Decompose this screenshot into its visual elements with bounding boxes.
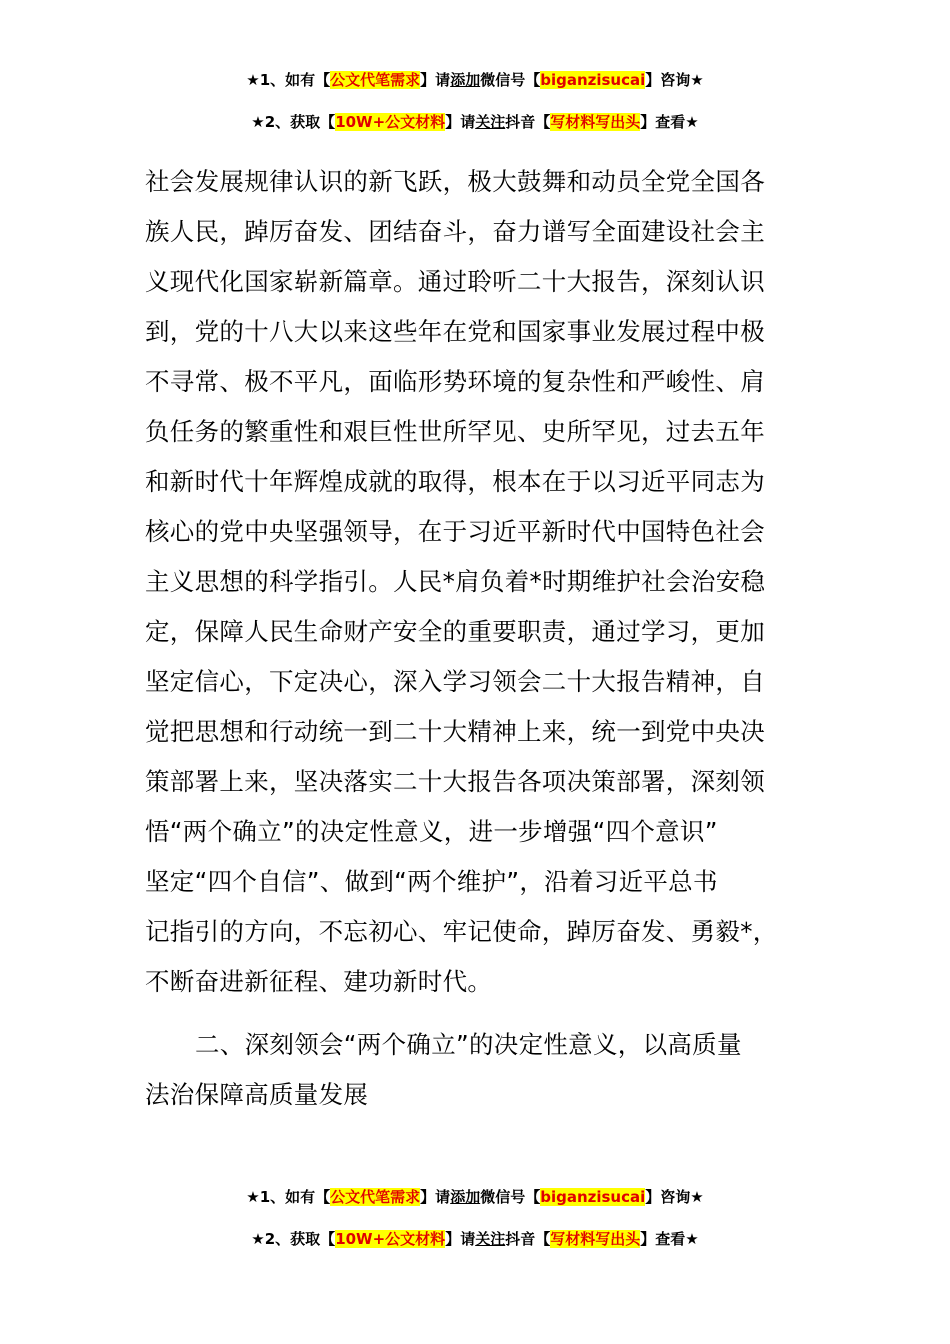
banner-text: 抖音【 bbox=[505, 1230, 551, 1248]
banner-text: 】请 bbox=[445, 1230, 476, 1248]
body-line: 和新时代十年辉煌成就的取得，根本在于以习近平同志为 bbox=[145, 467, 765, 496]
banner-text: ★1、如有【 bbox=[246, 71, 331, 89]
footer-banner-line-2 bbox=[0, 1229, 950, 1249]
body-line: 族人民，踔厉奋发、团结奋斗，奋力谱写全面建设社会主 bbox=[145, 217, 765, 246]
body-line: 社会发展规律认识的新飞跃，极大鼓舞和动员全党全国各 bbox=[145, 167, 765, 196]
body-line: 主义思想的科学指引。人民*肩负着*时期维护社会治安稳 bbox=[145, 567, 766, 596]
banner-underline: 添加 bbox=[450, 71, 481, 89]
body-line: 悟“两个确立”的决定性意义，进一步增强“四个意识” bbox=[145, 817, 718, 846]
banner-text: 】查看★ bbox=[640, 1230, 699, 1248]
section-heading-line: 二、深刻领会“两个确立”的决定性意义，以高质量 bbox=[195, 1030, 742, 1059]
banner-text: 微信号【 bbox=[480, 71, 541, 89]
banner-highlight: 写材料写出头 bbox=[550, 113, 641, 131]
header-banner-line-2 bbox=[0, 112, 950, 132]
header-banner-line-1 bbox=[0, 70, 950, 90]
banner-text: 】请 bbox=[420, 71, 451, 89]
banner-text: 】请 bbox=[420, 1188, 451, 1206]
body-paragraph bbox=[145, 157, 810, 1007]
banner-text: 】咨询★ bbox=[645, 1188, 704, 1206]
banner-highlight: biganzisucai bbox=[540, 71, 646, 89]
banner-highlight: 公文代笔需求 bbox=[330, 1188, 421, 1206]
banner-highlight: 10W+公文材料 bbox=[335, 1230, 446, 1248]
body-line: 义现代化国家崭新篇章。通过聆听二十大报告，深刻认识 bbox=[145, 267, 765, 296]
banner-highlight: 公文代笔需求 bbox=[330, 71, 421, 89]
banner-underline: 添加 bbox=[450, 1188, 481, 1206]
section-heading-line: 法治保障高质量发展 bbox=[145, 1080, 369, 1109]
banner-text: 】查看★ bbox=[640, 113, 699, 131]
body-line: 不断奋进新征程、建功新时代。 bbox=[145, 967, 493, 996]
body-line: 不寻常、极不平凡，面临形势环境的复杂性和严峻性、肩 bbox=[145, 367, 765, 396]
banner-text: 】请 bbox=[445, 113, 476, 131]
banner-text: 】咨询★ bbox=[645, 71, 704, 89]
body-line: 负任务的繁重性和艰巨性世所罕见、史所罕见，过去五年 bbox=[145, 417, 765, 446]
banner-highlight: 10W+公文材料 bbox=[335, 113, 446, 131]
body-line: 记指引的方向，不忘初心、牢记使命，踔厉奋发、勇毅*， bbox=[145, 917, 778, 946]
body-line: 坚定“四个自信”、做到“两个维护”，沿着习近平总书 bbox=[145, 867, 718, 896]
body-line: 觉把思想和行动统一到二十大精神上来，统一到党中央决 bbox=[145, 717, 765, 746]
banner-highlight: 写材料写出头 bbox=[550, 1230, 641, 1248]
banner-underline: 关注 bbox=[475, 113, 506, 131]
banner-text: ★1、如有【 bbox=[246, 1188, 331, 1206]
banner-highlight: biganzisucai bbox=[540, 1188, 646, 1206]
footer-banner-line-1 bbox=[0, 1187, 950, 1207]
body-line: 定，保障人民生命财产安全的重要职责，通过学习，更加 bbox=[145, 617, 765, 646]
body-line: 坚定信心，下定决心，深入学习领会二十大报告精神，自 bbox=[145, 667, 765, 696]
banner-text: 抖音【 bbox=[505, 113, 551, 131]
banner-underline: 关注 bbox=[475, 1230, 506, 1248]
banner-text: ★2、获取【 bbox=[251, 1230, 336, 1248]
body-line: 核心的党中央坚强领导，在于习近平新时代中国特色社会 bbox=[145, 517, 765, 546]
banner-text: 微信号【 bbox=[480, 1188, 541, 1206]
section-heading bbox=[145, 1020, 810, 1120]
body-line: 到，党的十八大以来这些年在党和国家事业发展过程中极 bbox=[145, 317, 765, 346]
body-line: 策部署上来，坚决落实二十大报告各项决策部署，深刻领 bbox=[145, 767, 765, 796]
banner-text: ★2、获取【 bbox=[251, 113, 336, 131]
